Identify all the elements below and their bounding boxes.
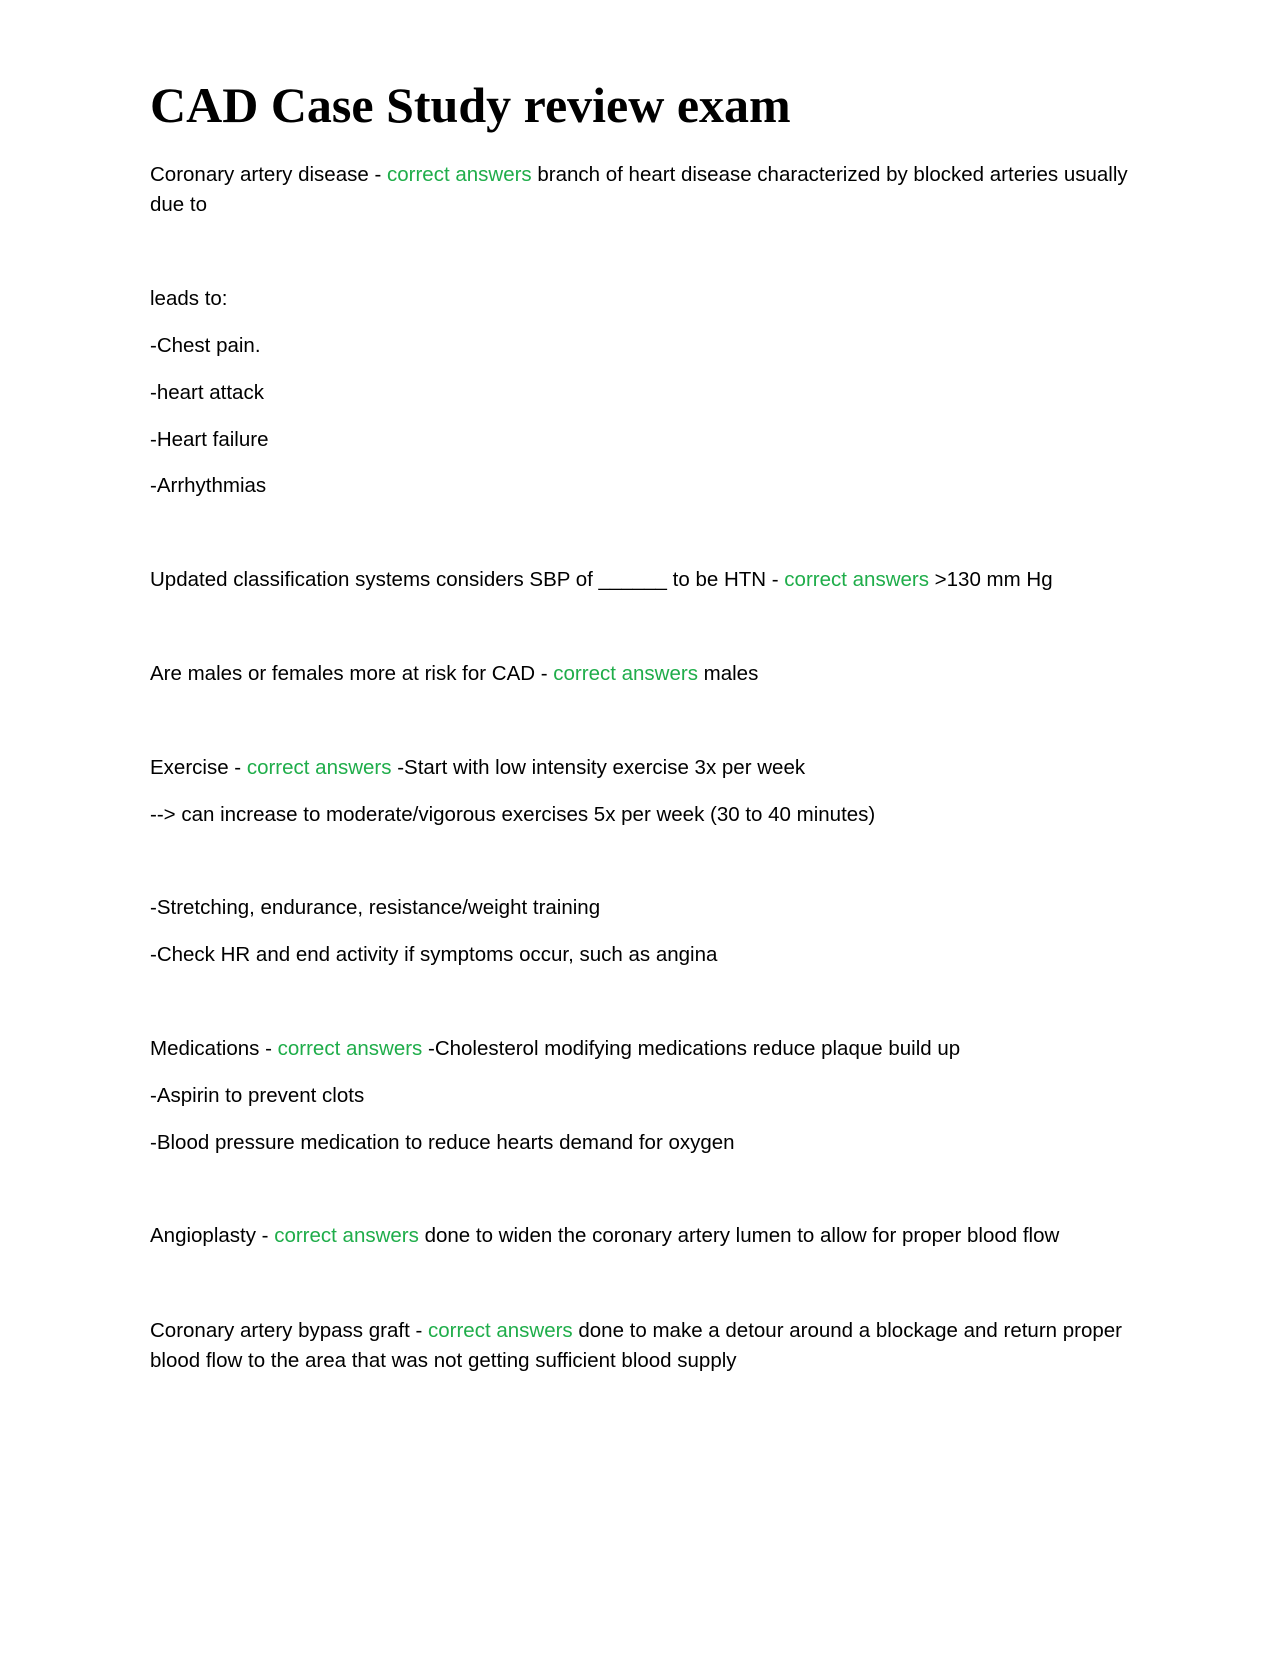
question-text: Updated classification systems considers SBP of ______ to be HTN - [150, 568, 785, 591]
leads-to-label: leads to: [150, 287, 228, 310]
list-item: -Stretching, endurance, resistance/weight training [150, 896, 601, 919]
correct-answers-label: correct answers [784, 568, 929, 591]
list-item: -Blood pressure medication to reduce hearts demand for oxygen [150, 1131, 735, 1154]
question-text: Coronary artery bypass graft - [150, 1319, 428, 1342]
answer-text: males [697, 662, 759, 685]
answer-text: done to make a detour around a blockage and return proper blood flow to the area that was not getting sufficient blood supply [150, 1319, 1123, 1372]
list-item: -Arrhythmias [150, 474, 267, 497]
qa-risk [150, 659, 1130, 689]
page-title: CAD Case Study review exam [150, 77, 791, 133]
list-item: -heart attack [150, 381, 264, 404]
qa-medications [150, 1034, 1130, 1064]
answer-text: done to widen the coronary artery lumen to allow for proper blood flow [418, 1224, 1060, 1247]
question-text: Exercise - [150, 756, 247, 779]
qa-sbp [150, 565, 1130, 595]
list-item: -Check HR and end activity if symptoms occur, such as angina [150, 943, 718, 966]
answer-text: -Start with low intensity exercise 3x per week [391, 756, 806, 779]
answer-text: -Cholesterol modifying medications reduce plaque build up [422, 1037, 961, 1060]
question-text: Are males or females more at risk for CAD - [150, 662, 554, 685]
answer-text: >130 mm Hg [928, 568, 1053, 591]
correct-answers-label: correct answers [274, 1224, 419, 1247]
correct-answers-label: correct answers [386, 163, 532, 186]
list-item: --> can increase to moderate/vigorous exercises 5x per week (30 to 40 minutes) [150, 803, 876, 826]
correct-answers-label: correct answers [428, 1319, 573, 1342]
list-item: -Aspirin to prevent clots [150, 1084, 365, 1107]
correct-answers-label: correct answers [246, 756, 392, 779]
question-text: Angioplasty - [150, 1224, 275, 1247]
qa-exercise [150, 753, 1130, 783]
qa-cad [150, 160, 1130, 220]
question-text: Medications - [150, 1037, 278, 1060]
answer-text: branch of heart disease characterized by blocked arteries usually due to [150, 163, 1128, 216]
qa-angioplasty [150, 1221, 1130, 1251]
list-item: -Chest pain. [150, 334, 261, 357]
correct-answers-label: correct answers [553, 662, 698, 685]
qa-cabg [150, 1316, 1130, 1376]
correct-answers-label: correct answers [277, 1037, 423, 1060]
question-text: Coronary artery disease - [150, 163, 387, 186]
list-item: -Heart failure [150, 428, 269, 451]
